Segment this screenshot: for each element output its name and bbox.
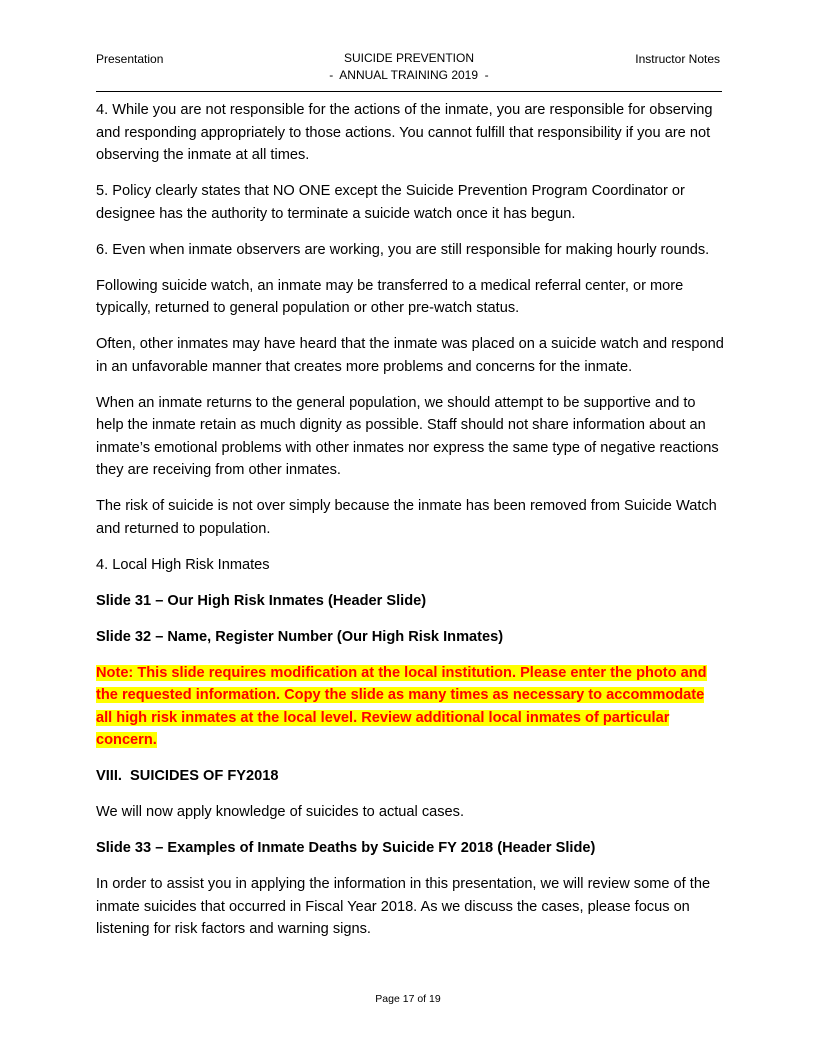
- paragraph-return-population: When an inmate returns to the general population, we should attempt to be supportive and to help the inmate retain as much dignity as possible. Staff should not share information about an inmate’s emotional problems with other inmates nor express the same type of negative reactions they are receiving from other inmates.: [96, 394, 719, 478]
- paragraph-other-inmates: Often, other inmates may have heard that the inmate was placed on a suicide watch and respond in an unfavorable manner that creates more problems and concerns for the inmate.: [96, 336, 724, 375]
- header-divider: [96, 91, 722, 92]
- slide-33-heading: Slide 33 – Examples of Inmate Deaths by Suicide FY 2018 (Header Slide): [96, 840, 596, 856]
- paragraph-assist-applying: In order to assist you in applying the information in this presentation, we will review some of the inmate suicides that occurred in Fiscal Year 2018. As we discuss the cases, please focus on listening for risk factors and warning signs.: [96, 876, 711, 937]
- subsection-local-high-risk: 4. Local High Risk Inmates: [96, 556, 270, 573]
- paragraph-following-watch: Following suicide watch, an inmate may be transferred to a medical referral center, or more typically, returned to general population or other pre-watch status.: [96, 277, 684, 316]
- paragraph-risk-not-over: The risk of suicide is not over simply because the inmate has been removed from Suicide Watch and returned to population.: [96, 498, 717, 537]
- page-number: Page 17 of 19: [375, 993, 441, 1005]
- paragraph-item-4: 4. While you are not responsible for the actions of the inmate, you are responsible for observing and responding appropriately to those actions. You cannot fulfill that responsibility if you are not observing the inmate at all times.: [96, 102, 713, 163]
- page-header: [96, 49, 722, 89]
- header-title-line1: SUICIDE PREVENTION: [343, 51, 475, 65]
- header-title: [96, 50, 722, 84]
- slide-32-heading: Slide 32 – Name, Register Number (Our High Risk Inmates): [96, 628, 504, 645]
- paragraph-item-5: 5. Policy clearly states that NO ONE except the Suicide Prevention Program Coordinator or designee has the authority to terminate a suicide watch once it has begun.: [96, 183, 685, 222]
- highlighted-note-text: Note: This slide requires modification at the local institution. Please enter the photo and the requested information. Copy the slide as many times as necessary to accommodate all high risk inmates at the local level. Review additional local inmates of particular concern.: [96, 664, 707, 748]
- paragraph-apply-knowledge: We will now apply knowledge of suicides to actual cases.: [96, 804, 465, 820]
- header-right-label: Instructor Notes: [635, 52, 720, 66]
- paragraph-item-6: 6. Even when inmate observers are working, you are still responsible for making hourly rounds.: [96, 241, 710, 258]
- header-left-label: Presentation: [96, 52, 164, 66]
- document-body: [96, 99, 724, 954]
- section-heading: VIII. SUICIDES OF FY2018: [96, 768, 279, 784]
- header-title-line2: - ANNUAL TRAINING 2019 -: [329, 68, 489, 82]
- slide-31-heading: Slide 31 – Our High Risk Inmates (Header Slide): [96, 592, 427, 609]
- highlighted-note: [96, 662, 724, 752]
